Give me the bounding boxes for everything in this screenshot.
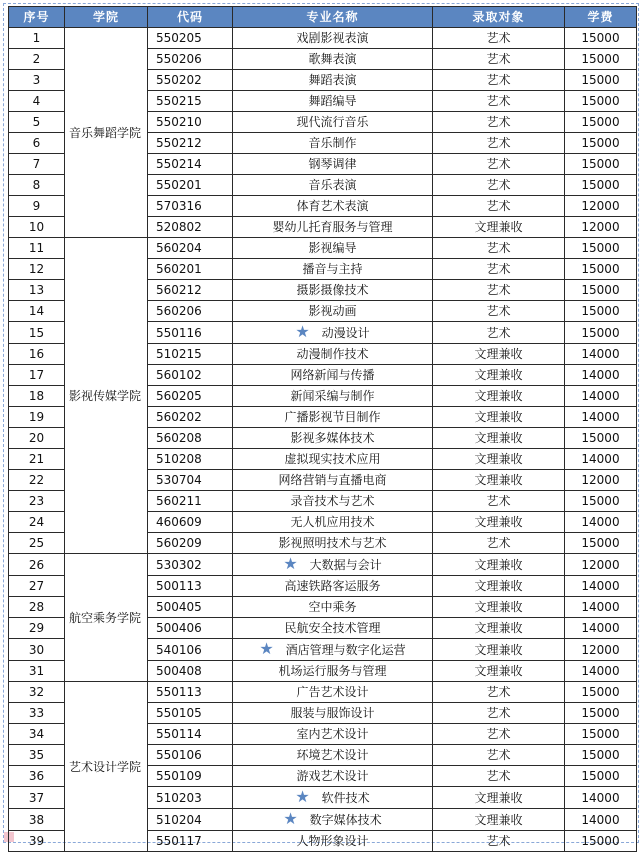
college-name: 航空乘务学院 <box>65 554 148 682</box>
major-name <box>233 703 433 724</box>
star-icon: ★ <box>259 639 274 658</box>
admission-target: 艺术 <box>433 175 565 196</box>
major-code: 560209 <box>148 533 233 554</box>
major-name <box>233 344 433 365</box>
major-name <box>233 787 433 809</box>
major-code: 550210 <box>148 112 233 133</box>
major-code: 560204 <box>148 238 233 259</box>
major-label: 动漫制作技术 <box>296 347 369 361</box>
row-number: 25 <box>9 533 65 554</box>
tuition-fee: 15000 <box>565 703 637 724</box>
major-label: 影视动画 <box>308 304 357 318</box>
college-name: 影视传媒学院 <box>65 238 148 554</box>
major-name <box>233 196 433 217</box>
tuition-fee: 15000 <box>565 533 637 554</box>
tuition-fee: 15000 <box>565 301 637 322</box>
major-code: 550212 <box>148 133 233 154</box>
major-code: 550215 <box>148 91 233 112</box>
star-icon: ★ <box>295 322 310 341</box>
major-code: 560102 <box>148 365 233 386</box>
admission-target: 艺术 <box>433 49 565 70</box>
major-label: 软件技术 <box>321 791 370 805</box>
major-label: 空中乘务 <box>308 600 357 614</box>
major-name <box>233 70 433 91</box>
major-name <box>233 365 433 386</box>
tuition-fee: 15000 <box>565 133 637 154</box>
admission-target: 艺术 <box>433 766 565 787</box>
admission-target: 文理兼收 <box>433 217 565 238</box>
major-label: 无人机应用技术 <box>290 515 375 529</box>
major-label: 舞蹈编导 <box>308 94 357 108</box>
tuition-fee: 12000 <box>565 470 637 491</box>
major-code: 570316 <box>148 196 233 217</box>
row-number: 12 <box>9 259 65 280</box>
major-code: 550106 <box>148 745 233 766</box>
row-number: 39 <box>9 831 65 852</box>
major-label: 动漫设计 <box>321 326 370 340</box>
major-name <box>233 259 433 280</box>
major-name <box>233 428 433 449</box>
major-name <box>233 533 433 554</box>
tuition-fee: 14000 <box>565 365 637 386</box>
major-label: 新闻采编与制作 <box>290 389 375 403</box>
admission-target: 文理兼收 <box>433 639 565 661</box>
major-name <box>233 238 433 259</box>
major-code: 550117 <box>148 831 233 852</box>
row-number: 3 <box>9 70 65 91</box>
admission-target: 文理兼收 <box>433 449 565 470</box>
major-code: 560208 <box>148 428 233 449</box>
admission-target: 艺术 <box>433 154 565 175</box>
major-name <box>233 28 433 49</box>
major-name <box>233 301 433 322</box>
major-code: 550206 <box>148 49 233 70</box>
tuition-fee: 15000 <box>565 766 637 787</box>
tuition-fee: 12000 <box>565 554 637 576</box>
major-code: 560202 <box>148 407 233 428</box>
major-code: 530302 <box>148 554 233 576</box>
major-code: 550214 <box>148 154 233 175</box>
tuition-fee: 12000 <box>565 217 637 238</box>
major-code: 500405 <box>148 597 233 618</box>
major-code: 550105 <box>148 703 233 724</box>
tuition-fee: 14000 <box>565 576 637 597</box>
major-label: 音乐表演 <box>308 178 357 192</box>
admission-target: 艺术 <box>433 703 565 724</box>
row-number: 23 <box>9 491 65 512</box>
major-code: 540106 <box>148 639 233 661</box>
row-number: 13 <box>9 280 65 301</box>
major-label: 婴幼儿托育服务与管理 <box>272 220 393 234</box>
admission-target: 文理兼收 <box>433 512 565 533</box>
tuition-fee: 15000 <box>565 724 637 745</box>
major-label: 影视编导 <box>308 241 357 255</box>
admission-target: 艺术 <box>433 724 565 745</box>
row-number: 22 <box>9 470 65 491</box>
major-code: 550113 <box>148 682 233 703</box>
header-target: 录取对象 <box>433 7 565 28</box>
admission-target: 文理兼收 <box>433 597 565 618</box>
tuition-fee: 15000 <box>565 280 637 301</box>
major-label: 室内艺术设计 <box>296 727 369 741</box>
major-label: 服装与服饰设计 <box>290 706 375 720</box>
tuition-fee: 14000 <box>565 512 637 533</box>
row-number: 27 <box>9 576 65 597</box>
major-code: 560205 <box>148 386 233 407</box>
major-name <box>233 175 433 196</box>
major-code: 550201 <box>148 175 233 196</box>
major-code: 550116 <box>148 322 233 344</box>
major-name <box>233 280 433 301</box>
tuition-fee: 14000 <box>565 809 637 831</box>
major-label: 播音与主持 <box>302 262 363 276</box>
row-number: 32 <box>9 682 65 703</box>
major-label: 酒店管理与数字化运营 <box>285 643 406 657</box>
major-name <box>233 133 433 154</box>
admission-target: 文理兼收 <box>433 809 565 831</box>
major-code: 460609 <box>148 512 233 533</box>
major-label: 数字媒体技术 <box>309 813 382 827</box>
major-name <box>233 766 433 787</box>
admission-target: 艺术 <box>433 280 565 301</box>
tuition-fee: 14000 <box>565 787 637 809</box>
major-label: 现代流行音乐 <box>296 115 369 129</box>
major-name <box>233 661 433 682</box>
admission-target: 艺术 <box>433 682 565 703</box>
admission-target: 文理兼收 <box>433 407 565 428</box>
admission-target: 艺术 <box>433 491 565 512</box>
tuition-fee: 15000 <box>565 322 637 344</box>
row-number: 1 <box>9 28 65 49</box>
admission-target: 艺术 <box>433 238 565 259</box>
major-code: 510208 <box>148 449 233 470</box>
major-label: 影视照明技术与艺术 <box>278 536 387 550</box>
major-name <box>233 91 433 112</box>
admission-target: 文理兼收 <box>433 428 565 449</box>
tuition-fee: 15000 <box>565 259 637 280</box>
major-label: 环境艺术设计 <box>296 748 369 762</box>
major-label: 人物形象设计 <box>296 834 369 848</box>
admission-target: 艺术 <box>433 301 565 322</box>
tuition-fee: 15000 <box>565 745 637 766</box>
tuition-fee: 15000 <box>565 175 637 196</box>
major-code: 500113 <box>148 576 233 597</box>
table-row <box>9 238 637 259</box>
major-name <box>233 831 433 852</box>
major-code: 550114 <box>148 724 233 745</box>
row-number: 8 <box>9 175 65 196</box>
tuition-fee: 14000 <box>565 618 637 639</box>
admission-target: 艺术 <box>433 745 565 766</box>
major-label: 机场运行服务与管理 <box>278 664 387 678</box>
admission-target: 文理兼收 <box>433 576 565 597</box>
admission-target: 艺术 <box>433 28 565 49</box>
major-label: 大数据与会计 <box>309 558 382 572</box>
tuition-fee: 15000 <box>565 491 637 512</box>
major-code: 550202 <box>148 70 233 91</box>
admission-target: 文理兼收 <box>433 386 565 407</box>
tuition-fee: 15000 <box>565 154 637 175</box>
row-number: 4 <box>9 91 65 112</box>
major-code: 510204 <box>148 809 233 831</box>
row-number: 37 <box>9 787 65 809</box>
major-label: 游戏艺术设计 <box>296 769 369 783</box>
major-label: 戏剧影视表演 <box>296 31 369 45</box>
major-name <box>233 724 433 745</box>
major-label: 网络新闻与传播 <box>290 368 375 382</box>
row-number: 10 <box>9 217 65 238</box>
admission-target: 文理兼收 <box>433 661 565 682</box>
tuition-fee: 14000 <box>565 449 637 470</box>
tuition-fee: 14000 <box>565 386 637 407</box>
admission-target: 艺术 <box>433 196 565 217</box>
major-name <box>233 49 433 70</box>
major-code: 520802 <box>148 217 233 238</box>
admission-target: 艺术 <box>433 259 565 280</box>
major-code: 560211 <box>148 491 233 512</box>
admission-target: 艺术 <box>433 533 565 554</box>
major-code: 500408 <box>148 661 233 682</box>
admission-target: 文理兼收 <box>433 554 565 576</box>
major-name <box>233 217 433 238</box>
admission-target: 文理兼收 <box>433 344 565 365</box>
major-code: 560206 <box>148 301 233 322</box>
admission-target: 文理兼收 <box>433 787 565 809</box>
header-code: 代码 <box>148 7 233 28</box>
table-row <box>9 28 637 49</box>
header-fee: 学费 <box>565 7 637 28</box>
row-number: 31 <box>9 661 65 682</box>
tuition-fee: 15000 <box>565 28 637 49</box>
major-name <box>233 491 433 512</box>
major-name <box>233 682 433 703</box>
major-code: 510215 <box>148 344 233 365</box>
major-label: 音乐制作 <box>308 136 357 150</box>
admission-target: 艺术 <box>433 112 565 133</box>
tuition-fee: 15000 <box>565 70 637 91</box>
tuition-fee: 12000 <box>565 196 637 217</box>
row-number: 28 <box>9 597 65 618</box>
tuition-fee: 15000 <box>565 49 637 70</box>
tuition-fee: 15000 <box>565 238 637 259</box>
major-label: 录音技术与艺术 <box>290 494 375 508</box>
major-name <box>233 745 433 766</box>
major-name <box>233 449 433 470</box>
tuition-fee: 15000 <box>565 831 637 852</box>
admission-target: 艺术 <box>433 831 565 852</box>
tuition-fee: 15000 <box>565 112 637 133</box>
row-number: 19 <box>9 407 65 428</box>
table-row <box>9 554 637 576</box>
tuition-fee: 15000 <box>565 682 637 703</box>
row-number: 14 <box>9 301 65 322</box>
row-number: 36 <box>9 766 65 787</box>
admission-target: 文理兼收 <box>433 470 565 491</box>
major-label: 摄影摄像技术 <box>296 283 369 297</box>
admission-table <box>8 6 637 852</box>
row-number: 11 <box>9 238 65 259</box>
row-number: 24 <box>9 512 65 533</box>
row-number: 17 <box>9 365 65 386</box>
row-number: 20 <box>9 428 65 449</box>
header-college: 学院 <box>65 7 148 28</box>
row-number: 5 <box>9 112 65 133</box>
major-name <box>233 322 433 344</box>
row-number: 9 <box>9 196 65 217</box>
row-number: 34 <box>9 724 65 745</box>
major-code: 510203 <box>148 787 233 809</box>
tuition-fee: 14000 <box>565 407 637 428</box>
tuition-fee: 15000 <box>565 91 637 112</box>
major-label: 影视多媒体技术 <box>290 431 375 445</box>
tuition-fee: 14000 <box>565 597 637 618</box>
star-icon: ★ <box>283 554 298 573</box>
row-number: 18 <box>9 386 65 407</box>
row-number: 38 <box>9 809 65 831</box>
major-label: 钢琴调律 <box>308 157 357 171</box>
row-number: 16 <box>9 344 65 365</box>
major-label: 网络营销与直播电商 <box>278 473 387 487</box>
major-name <box>233 554 433 576</box>
row-number: 7 <box>9 154 65 175</box>
major-code: 550109 <box>148 766 233 787</box>
major-name <box>233 154 433 175</box>
row-number: 30 <box>9 639 65 661</box>
row-number: 33 <box>9 703 65 724</box>
admission-target: 艺术 <box>433 70 565 91</box>
star-icon: ★ <box>295 787 310 806</box>
row-number: 29 <box>9 618 65 639</box>
major-code: 500406 <box>148 618 233 639</box>
major-code: 530704 <box>148 470 233 491</box>
admission-target: 艺术 <box>433 133 565 154</box>
header-major: 专业名称 <box>233 7 433 28</box>
star-icon: ★ <box>283 809 298 828</box>
table-body <box>9 28 637 852</box>
college-name: 艺术设计学院 <box>65 682 148 852</box>
row-number: 6 <box>9 133 65 154</box>
major-label: 虚拟现实技术应用 <box>284 452 381 466</box>
major-name <box>233 809 433 831</box>
major-name <box>233 576 433 597</box>
table-header-row <box>9 7 637 28</box>
major-code: 560212 <box>148 280 233 301</box>
row-number: 35 <box>9 745 65 766</box>
tuition-fee: 12000 <box>565 639 637 661</box>
major-name <box>233 597 433 618</box>
admission-target: 文理兼收 <box>433 365 565 386</box>
row-number: 15 <box>9 322 65 344</box>
header-no: 序号 <box>9 7 65 28</box>
tuition-fee: 14000 <box>565 661 637 682</box>
college-name: 音乐舞蹈学院 <box>65 28 148 238</box>
admission-target: 艺术 <box>433 322 565 344</box>
major-label: 广告艺术设计 <box>296 685 369 699</box>
major-code: 550205 <box>148 28 233 49</box>
major-label: 民航安全技术管理 <box>284 621 381 635</box>
major-label: 高速铁路客运服务 <box>284 579 381 593</box>
admission-target: 文理兼收 <box>433 618 565 639</box>
major-name <box>233 512 433 533</box>
major-code: 560201 <box>148 259 233 280</box>
major-name <box>233 407 433 428</box>
admission-target: 艺术 <box>433 91 565 112</box>
major-label: 体育艺术表演 <box>296 199 369 213</box>
tuition-fee: 15000 <box>565 428 637 449</box>
major-name <box>233 618 433 639</box>
row-number: 2 <box>9 49 65 70</box>
major-label: 广播影视节目制作 <box>284 410 381 424</box>
major-name <box>233 470 433 491</box>
table-row <box>9 682 637 703</box>
tuition-fee: 14000 <box>565 344 637 365</box>
row-number: 26 <box>9 554 65 576</box>
major-label: 歌舞表演 <box>308 52 357 66</box>
major-name <box>233 386 433 407</box>
major-name <box>233 639 433 661</box>
row-number: 21 <box>9 449 65 470</box>
major-name <box>233 112 433 133</box>
major-label: 舞蹈表演 <box>308 73 357 87</box>
